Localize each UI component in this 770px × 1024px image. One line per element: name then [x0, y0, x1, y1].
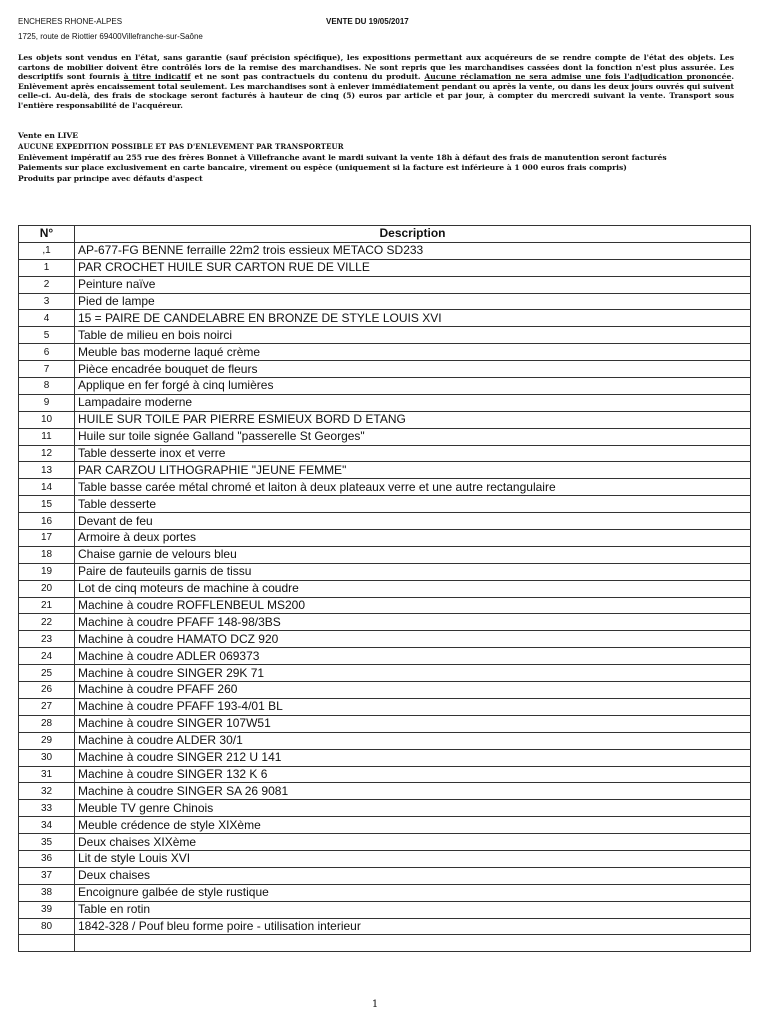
table-row	[19, 344, 751, 361]
lot-number: 37	[19, 867, 75, 884]
lot-description: Machine à coudre SINGER 212 U 141	[75, 749, 751, 766]
lot-number: 24	[19, 648, 75, 665]
table-row	[19, 513, 751, 530]
lot-number: 26	[19, 682, 75, 699]
lot-description: Machine à coudre SINGER 107W51	[75, 715, 751, 732]
lot-number: 5	[19, 327, 75, 344]
note-live: Vente en LIVE	[18, 131, 79, 140]
lot-number: 32	[19, 783, 75, 800]
table-row	[19, 276, 751, 293]
lot-number: 23	[19, 631, 75, 648]
lot-description: Table desserte	[75, 496, 751, 513]
lots-table	[18, 225, 751, 952]
lot-description: PAR CARZOU LITHOGRAPHIE "JEUNE FEMME"	[75, 462, 751, 479]
table-header-row	[19, 226, 751, 243]
lot-number: 22	[19, 614, 75, 631]
lot-description: Encoignure galbée de style rustique	[75, 884, 751, 901]
lot-number: 33	[19, 800, 75, 817]
table-row	[19, 766, 751, 783]
terms-text-1: Les objets sont vendus en l'état, sans garantie (sauf précision spécifique), les expositions permettant aux acquéreurs de se rendre compte de l'état des objets. Les cartons de mobilier doivent être contrôlés lors de la remise des marchandises. Ne sont repris que les marchandises cassées dont la fonction n'est plus assurée. Les descriptifs sont fournis	[18, 53, 734, 82]
lot-number: 17	[19, 530, 75, 547]
lot-number: 11	[19, 428, 75, 445]
table-row	[19, 445, 751, 462]
lot-number	[19, 935, 75, 952]
lot-number: 30	[19, 749, 75, 766]
table-row	[19, 462, 751, 479]
lot-description: PAR CROCHET HUILE SUR CARTON RUE DE VILLE	[75, 259, 751, 276]
header-description: Description	[75, 226, 751, 243]
table-row	[19, 242, 751, 259]
table-row	[19, 732, 751, 749]
lot-number: 38	[19, 884, 75, 901]
lot-number: 4	[19, 310, 75, 327]
company-name: ENCHERES RHONE-ALPES	[18, 17, 123, 26]
lot-number: 15	[19, 496, 75, 513]
table-row	[19, 310, 751, 327]
lot-description: 1842-328 / Pouf bleu forme poire - utilisation interieur	[75, 918, 751, 935]
lot-description: Peinture naïve	[75, 276, 751, 293]
lot-description: Pièce encadrée bouquet de fleurs	[75, 361, 751, 378]
table-row	[19, 682, 751, 699]
lot-number: 9	[19, 394, 75, 411]
lot-description: Meuble bas moderne laqué crème	[75, 344, 751, 361]
table-row	[19, 428, 751, 445]
lot-description: Machine à coudre SINGER SA 26 9081	[75, 783, 751, 800]
note-pickup: Enlèvement impératif au 255 rue des frères Bonnet à Villefranche avant le mardi suivant la vente 18h à défaut des frais de manutention seront facturés	[18, 152, 667, 162]
lot-description: Armoire à deux portes	[75, 530, 751, 547]
lot-description: Machine à coudre ADLER 069373	[75, 648, 751, 665]
table-row	[19, 327, 751, 344]
lot-description: Machine à coudre PFAFF 260	[75, 682, 751, 699]
lot-description: Pied de lampe	[75, 293, 751, 310]
lot-number: 20	[19, 580, 75, 597]
lot-number: 6	[19, 344, 75, 361]
table-row	[19, 563, 751, 580]
table-row	[19, 665, 751, 682]
lot-description: Huile sur toile signée Galland "passerelle St Georges"	[75, 428, 751, 445]
lot-number: 3	[19, 293, 75, 310]
lot-description: Lampadaire moderne	[75, 394, 751, 411]
table-row	[19, 378, 751, 395]
table-row	[19, 411, 751, 428]
table-row	[19, 614, 751, 631]
lot-number: 2	[19, 276, 75, 293]
lot-description: AP-677-FG BENNE ferraille 22m2 trois essieux METACO SD233	[75, 242, 751, 259]
table-row	[19, 496, 751, 513]
lot-description: Machine à coudre HAMATO DCZ 920	[75, 631, 751, 648]
table-row	[19, 597, 751, 614]
lot-description: Machine à coudre SINGER 132 K 6	[75, 766, 751, 783]
lot-number: 29	[19, 732, 75, 749]
lot-description: Lot de cinq moteurs de machine à coudre	[75, 580, 751, 597]
table-row	[19, 648, 751, 665]
lot-number: 34	[19, 817, 75, 834]
terms-underline-1: à titre indicatif	[123, 72, 191, 82]
lot-description: Machine à coudre PFAFF 193-4/01 BL	[75, 698, 751, 715]
lot-number: 10	[19, 411, 75, 428]
lot-number: 31	[19, 766, 75, 783]
table-row	[19, 884, 751, 901]
table-row	[19, 698, 751, 715]
lot-description: Table basse carée métal chromé et laiton à deux plateaux verre et une autre rectangulaire	[75, 479, 751, 496]
terms-text-3: . Enlèvement après encaissement total seulement. Les marchandises sont à enlever immédiatement pendant ou après la vente, ou dans les deux jours ouvrés qui suivent celle-ci. Au-delà, des frais de stockage seront facturés à hauteur de cinq (5) euros par article et par jour, à compter du mercredi suivant la vente. Transport sous l'entière responsabilité de l'acquéreur.	[18, 72, 734, 110]
company-address: 1725, route de Riottier 69400Villefranche-sur-Saône	[18, 32, 203, 41]
lot-description: HUILE SUR TOILE PAR PIERRE ESMIEUX BORD D ETANG	[75, 411, 751, 428]
lot-description: Machine à coudre SINGER 29K 71	[75, 665, 751, 682]
lot-description: Meuble crédence de style XIXème	[75, 817, 751, 834]
lot-description: Devant de feu	[75, 513, 751, 530]
lot-description: Meuble TV genre Chinois	[75, 800, 751, 817]
lot-description: Table en rotin	[75, 901, 751, 918]
lot-number: 35	[19, 834, 75, 851]
lot-number: 39	[19, 901, 75, 918]
table-row	[19, 918, 751, 935]
lot-number: 25	[19, 665, 75, 682]
table-row	[19, 361, 751, 378]
lot-description: Chaise garnie de velours bleu	[75, 546, 751, 563]
table-row	[19, 749, 751, 766]
lot-number: 21	[19, 597, 75, 614]
terms-underline-2: Aucune réclamation ne sera admise une fois l'adjudication prononcée	[424, 72, 732, 82]
table-row	[19, 850, 751, 867]
table-row	[19, 394, 751, 411]
table-row	[19, 783, 751, 800]
lot-description: Applique en fer forgé à cinq lumières	[75, 378, 751, 395]
lot-description	[75, 935, 751, 952]
lot-number: 12	[19, 445, 75, 462]
table-row	[19, 800, 751, 817]
lot-number: 1	[19, 259, 75, 276]
lot-description: Deux chaises	[75, 867, 751, 884]
note-payment: Paiements sur place exclusivement en carte bancaire, virement ou espèce (uniquement si la facture est inférieure à 1 000 euros frais compris)	[18, 163, 627, 173]
lot-number: 27	[19, 698, 75, 715]
note-no-shipping: AUCUNE EXPEDITION POSSIBLE ET PAS D'ENLEVEMENT PAR TRANSPORTEUR	[18, 141, 344, 151]
table-row	[19, 901, 751, 918]
table-row	[19, 834, 751, 851]
lot-number: 13	[19, 462, 75, 479]
lot-number: 14	[19, 479, 75, 496]
sale-date: VENTE DU 19/05/2017	[326, 17, 409, 26]
lot-number: 8	[19, 378, 75, 395]
terms-text-2: et ne sont pas contractuels du contenu du produit.	[190, 72, 425, 82]
table-row	[19, 546, 751, 563]
lot-description: Table desserte inox et verre	[75, 445, 751, 462]
table-row	[19, 259, 751, 276]
table-row	[19, 935, 751, 952]
note-defects: Produits par principe avec défauts d'aspect	[18, 174, 203, 184]
lot-number: 18	[19, 546, 75, 563]
table-row	[19, 867, 751, 884]
lot-description: Paire de fauteuils garnis de tissu	[75, 563, 751, 580]
lot-number: ,1	[19, 242, 75, 259]
table-row	[19, 479, 751, 496]
lot-description: Table de milieu en bois noirci	[75, 327, 751, 344]
lot-description: Machine à coudre ALDER 30/1	[75, 732, 751, 749]
table-row	[19, 817, 751, 834]
page-number: 1	[371, 999, 379, 1010]
table-row	[19, 530, 751, 547]
lot-description: 15 = PAIRE DE CANDELABRE EN BRONZE DE STYLE LOUIS XVI	[75, 310, 751, 327]
terms-paragraph	[18, 53, 734, 111]
lot-number: 19	[19, 563, 75, 580]
lot-description: Machine à coudre ROFFLENBEUL MS200	[75, 597, 751, 614]
lot-description: Deux chaises XIXème	[75, 834, 751, 851]
table-row	[19, 631, 751, 648]
lot-description: Lit de style Louis XVI	[75, 850, 751, 867]
sale-notes	[18, 131, 734, 185]
table-row	[19, 293, 751, 310]
lot-description: Machine à coudre PFAFF 148-98/3BS	[75, 614, 751, 631]
table-row	[19, 715, 751, 732]
lot-number: 80	[19, 918, 75, 935]
lot-number: 7	[19, 361, 75, 378]
table-row	[19, 580, 751, 597]
lot-number: 28	[19, 715, 75, 732]
lot-number: 36	[19, 850, 75, 867]
lot-number: 16	[19, 513, 75, 530]
lots-table-body	[19, 242, 751, 951]
header-number: N°	[19, 226, 75, 243]
